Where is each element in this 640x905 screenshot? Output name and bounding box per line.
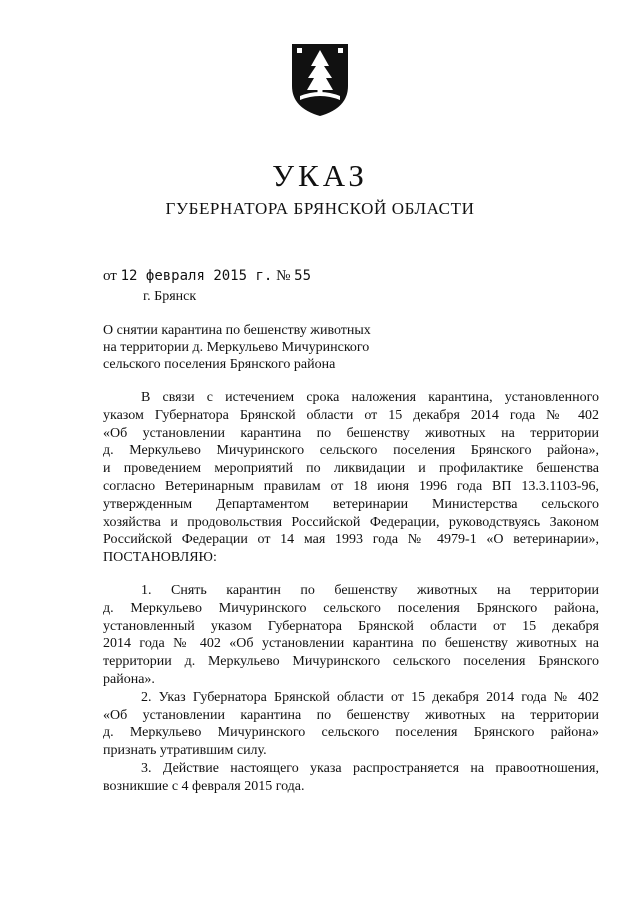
item-2-line: д. Меркульево Мичуринского сельского поселения Брянского района»	[103, 725, 599, 741]
coat-of-arms-icon	[288, 40, 352, 118]
preamble-line: д. Меркульево Мичуринского сельского поселения Брянского района»,	[103, 443, 599, 459]
city: г. Брянск	[143, 289, 197, 304]
number-value: 55	[294, 268, 311, 284]
subject-line: сельского поселения Брянского района	[103, 357, 336, 372]
document-body	[103, 389, 599, 796]
date-number-line	[103, 268, 311, 285]
preamble-line: и проведением мероприятий по ликвидации и профилактике бешенства	[103, 461, 599, 477]
subject-line: О снятии карантина по бешенству животных	[103, 323, 371, 338]
item-1-line: 2014 года № 402 «Об установлении карантина по бешенству животных на	[103, 636, 599, 652]
item-1-line: района».	[103, 671, 155, 687]
item-1-line: 1. Снять карантин по бешенству животных на территории	[141, 582, 599, 598]
item-2-line: признать утратившим силу.	[103, 743, 267, 759]
item-1-line: д. Меркульево Мичуринского сельского поселения Брянского района,	[103, 600, 599, 616]
subject-line: на территории д. Меркульево Мичуринского	[103, 340, 370, 355]
item-2-line: 2. Указ Губернатора Брянской области от 15 декабря 2014 года № 402	[141, 689, 599, 705]
date-prefix: от	[103, 268, 117, 284]
document-subtitle: ГУБЕРНАТОРА БРЯНСКОЙ ОБЛАСТИ	[165, 199, 475, 218]
date-value: 12 февраля 2015 г.	[120, 268, 273, 284]
decree-keyword: ПОСТАНОВЛЯЮ:	[103, 550, 217, 566]
item-3-line: 3. Действие настоящего указа распространяется на правоотношения,	[141, 760, 599, 776]
preamble-line: утвержденным Департаментом ветеринарии Министерства сельского	[103, 496, 599, 512]
preamble-line: В связи с истечением срока наложения карантина, установленного	[141, 390, 599, 405]
item-1-line: установленный указом Губернатора Брянской области от 15 декабря	[103, 618, 599, 634]
document-title: УКАЗ	[272, 158, 368, 193]
item-2-line: «Об установлении карантина по бешенству животных на территории	[103, 707, 599, 723]
preamble-line: согласно Ветеринарным правилам от 18 июня 1996 года ВП 13.3.1103-96,	[103, 478, 599, 494]
item-3-line: возникшие с 4 февраля 2015 года.	[103, 778, 305, 794]
item-1-line: территории д. Меркульево Мичуринского сельского поселения Брянского	[103, 654, 599, 670]
preamble-line: «Об установлении карантина по бешенству животных на территории	[103, 425, 599, 441]
document-subject	[103, 322, 371, 373]
preamble-line: хозяйства и продовольствия Российской Федерации, руководствуясь Законом	[103, 514, 599, 530]
preamble-line: Российской Федерации от 14 мая 1993 года № 4979-1 «О ветеринарии»,	[103, 532, 599, 548]
number-prefix: №	[276, 268, 291, 284]
preamble-line: указом Губернатора Брянской области от 15 декабря 2014 года № 402	[103, 407, 599, 423]
